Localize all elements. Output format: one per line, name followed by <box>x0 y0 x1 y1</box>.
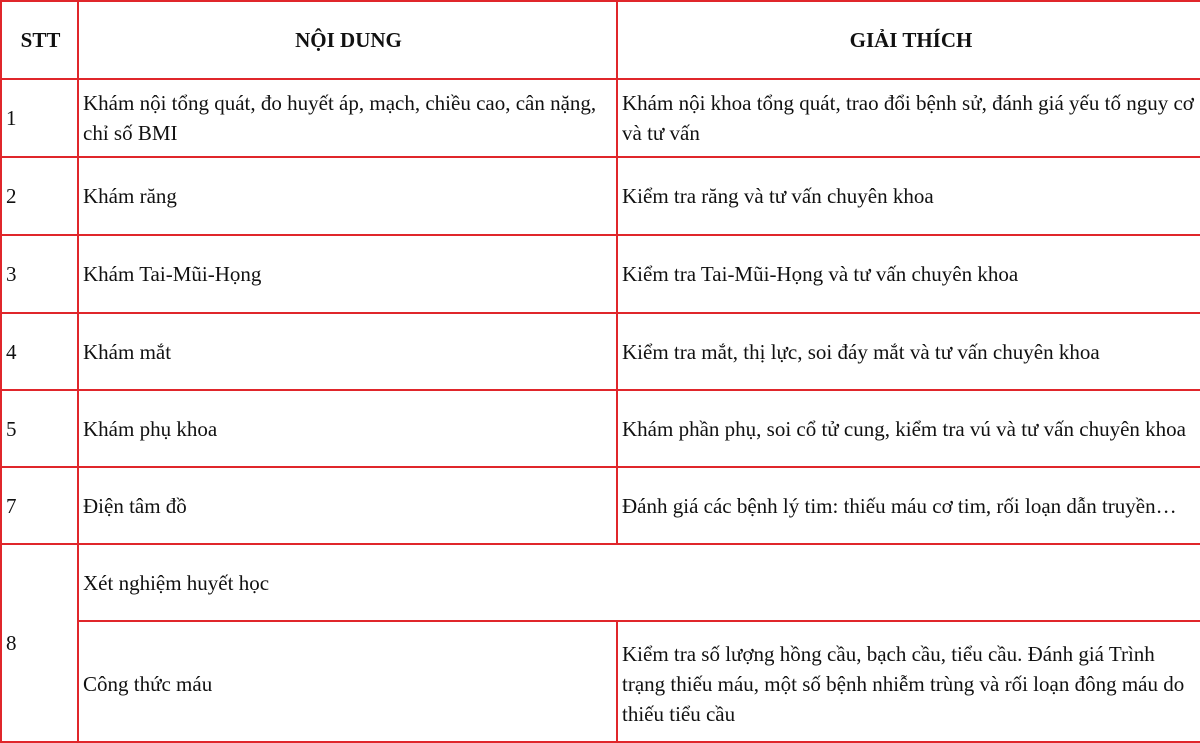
group-section-title: Xét nghiệm huyết học <box>78 544 1200 621</box>
header-explanation: GIẢI THÍCH <box>617 1 1200 79</box>
table-row <box>1 313 1200 390</box>
row-number: 2 <box>1 157 78 235</box>
table-row <box>1 79 1200 157</box>
row-content: Khám răng <box>78 157 617 235</box>
row-explanation: Kiểm tra răng và tư vấn chuyên khoa <box>617 157 1200 235</box>
header-content: NỘI DUNG <box>78 1 617 79</box>
header-stt: STT <box>1 1 78 79</box>
row-explanation: Đánh giá các bệnh lý tim: thiếu máu cơ tim, rối loạn dẫn truyền… <box>617 467 1200 544</box>
row-content: Khám phụ khoa <box>78 390 617 467</box>
row-number: 7 <box>1 467 78 544</box>
table-row <box>1 235 1200 313</box>
row-content: Khám Tai-Mũi-Họng <box>78 235 617 313</box>
row-number: 1 <box>1 79 78 157</box>
row-explanation: Khám nội khoa tổng quát, trao đổi bệnh sử, đánh giá yếu tố nguy cơ và tư vấn <box>617 79 1200 157</box>
table-row <box>1 157 1200 235</box>
table-row <box>1 390 1200 467</box>
table-row <box>1 467 1200 544</box>
row-number: 8 <box>1 544 78 742</box>
row-explanation: Kiểm tra mắt, thị lực, soi đáy mắt và tư vấn chuyên khoa <box>617 313 1200 390</box>
row-content: Khám nội tổng quát, đo huyết áp, mạch, chiều cao, cân nặng, chỉ số BMI <box>78 79 617 157</box>
row-explanation: Kiểm tra Tai-Mũi-Họng và tư vấn chuyên khoa <box>617 235 1200 313</box>
row-content: Điện tâm đồ <box>78 467 617 544</box>
row-number: 4 <box>1 313 78 390</box>
table-group-row <box>1 544 1200 621</box>
row-number: 5 <box>1 390 78 467</box>
table-header-row <box>1 1 1200 79</box>
row-number: 3 <box>1 235 78 313</box>
row-content: Khám mắt <box>78 313 617 390</box>
row-content: Công thức máu <box>78 621 617 742</box>
row-explanation: Khám phần phụ, soi cổ tử cung, kiểm tra vú và tư vấn chuyên khoa <box>617 390 1200 467</box>
table-row <box>1 621 1200 742</box>
row-explanation: Kiểm tra số lượng hồng cầu, bạch cầu, tiểu cầu. Đánh giá Trình trạng thiếu máu, một số bệnh nhiễm trùng và rối loạn đông máu do thiếu tiểu cầu <box>617 621 1200 742</box>
